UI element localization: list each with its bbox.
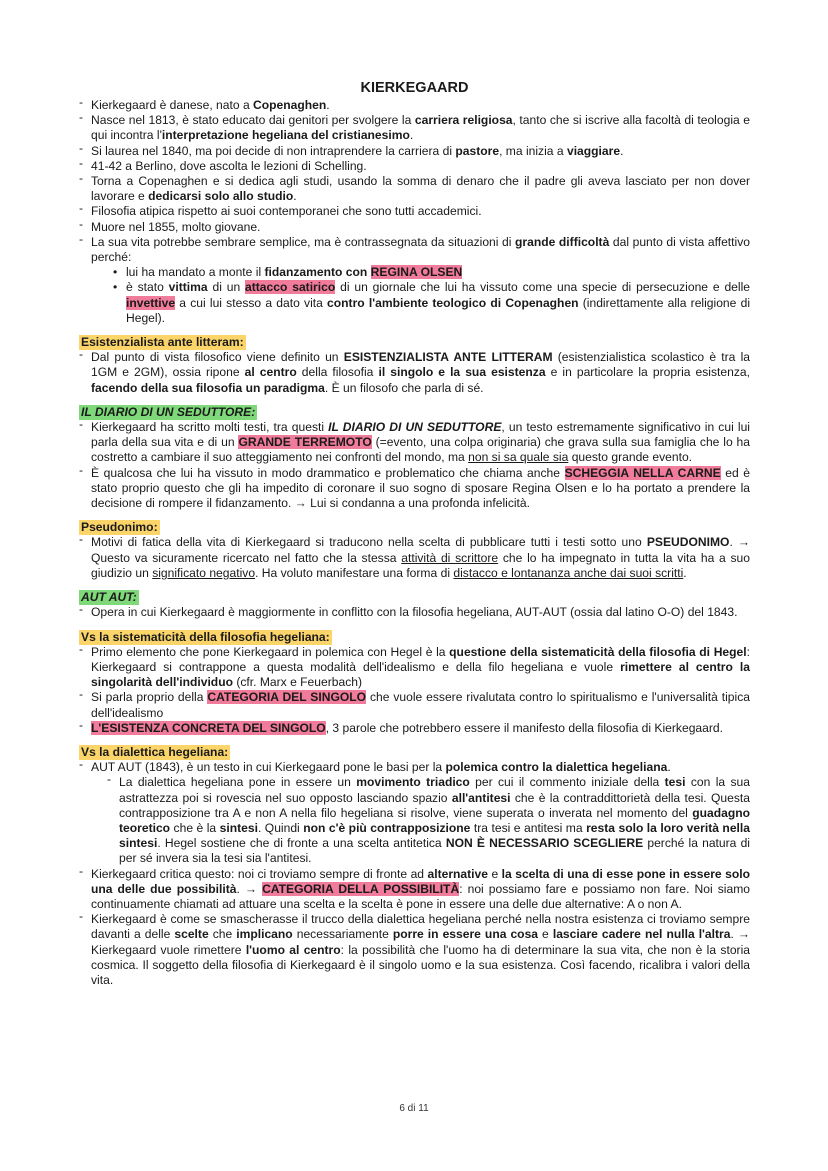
section-esistenzialista [79,335,750,396]
page-number: 6 di 11 [399,1103,429,1114]
list-item: - Kierkegaard critica questo: noi ci troviamo sempre di fronte ad alternative e la scelta di una di esse pone in essere solo una delle due possibilità. → CATEGORIA DELLA POSSIBILITÀ: noi possiamo fare e possiamo non fare. Noi siamo continuamente chiamati ad attuare una scelta e la scelta è pone in essere una delle due alternative: A o non A. [79,867,750,913]
list-item: - 41-42 a Berlino, dove ascolta le lezioni di Schelling. [79,159,750,174]
section-heading: Vs la sistematicità della filosofia hegeliana: [81,629,330,644]
list-item: - Motivi di fatica della vita di Kierkegaard si traducono nella scelta di pubblicare tutti i testi sotto uno PSEUDONIMO. → Questo va sicuramente ricercato nel fatto che la stessa attività di scrittore che lo ha impegnato in tutta la vita ha a suo giudizio un significato negativo. Ha voluto manifestare una forma di distacco e lontananza anche dai suoi scritti. [79,535,750,581]
list-item: - Opera in cui Kierkegaard è maggiormente in conflitto con la filosofia hegeliana, AUT-AUT (ossia dal latino O-O) del 1843. [79,605,750,620]
section-aut-aut [79,590,750,620]
list-item: - L'ESISTENZA CONCRETA DEL SINGOLO, 3 parole che potrebbero essere il manifesto della filosofia di Kierkegaard. [79,721,750,736]
sub-list [91,775,750,866]
list-item: - Kierkegaard è danese, nato a Copenaghen. [79,98,750,113]
highlight: SCHEGGIA NELLA CARNE [564,465,721,480]
section-heading: Vs la dialettica hegeliana: [81,744,229,759]
list-item: - Kierkegaard è come se smascherasse il trucco della dialettica hegeliana perché nella nostra esistenza ci troviamo sempre davanti a delle scelte che implicano necessariamente porre in essere una cosa e lasciare cadere nel nulla l'altra. → Kierkegaard vuole rimettere l'uomo al centro: la possibilità che l'uomo ha di determinare la sua vita, che non è la storia cosmica. Il soggetto della filosofia di Kierkegaard è il singolo uomo e la sua esistenza. Così facendo, ricalibra i valori della vita. [79,912,750,988]
section-dialettica [79,745,750,988]
section-heading: Esistenzialista ante litteram: [81,335,244,350]
highlight: invettive [126,295,176,310]
highlight: CATEGORIA DELLA POSSIBILITÀ [262,881,460,896]
bullet-item: • è stato vittima di un attacco satirico di un giornale che lui ha vissuto come una specie di persecuzione e delle invettive a cui lui stesso a dato vita contro l'ambiente teologico di Copenaghen (indirettamente alla religione di Hegel). [113,280,750,326]
page-content [79,79,750,988]
list-item: - La dialettica hegeliana pone in essere un movimento triadico per cui il commento iniziale della tesi con la sua astrattezza poi si rovescia nel suo opposto lasciando spazio all'antitesi che è la contraddittorietà della tesi. Questa contrapposizione tra A e non A nella filo hegeliana si risolve, viene superata o inverata nel momento del guadagno teoretico che è la sintesi. Quindi non c'è più contrapposizione tra tesi e antitesi ma resta solo la loro verità nella sintesi. Hegel sostiene che di fronte a una scelta antitetica NON È NECESSARIO SCEGLIERE perché la natura di per sé invera sia la tesi sia l'antitesi. [107,775,750,866]
highlight: REGINA OLSEN [370,265,463,280]
list-item: - È qualcosa che lui ha vissuto in modo drammatico e problematico che chiama anche SCHEGGIA NELLA CARNE ed è stato proprio questo che gli ha impedito di coronare il suo sogno di sposare Regina Olsen e lo ha portato a prendere la decisione di rompere il fidanzamento. → Lui si condanna a una profonda infelicità. [79,466,750,512]
page-title: KIERKEGAARD [360,80,469,96]
list-item: - La sua vita potrebbe sembrare semplice, ma è contrassegnata da situazioni di grande difficoltà dal punto di vista affettivo perché: • lui ha mandato a monte il fidanzamento con REGINA OLSEN • è stato vittima di un attacco satirico di un giornale che lui ha vissuto come una specie di persecuzione e delle invettive a cui lui stesso a dato vita contro l'ambiente teologico di Copenaghen (indirettamente alla religione di Hegel). [79,235,750,326]
list-item: - Filosofia atipica rispetto ai suoi contemporanei che sono tutti accademici. [79,204,750,219]
list-item: - Si parla proprio della CATEGORIA DEL SINGOLO che vuole essere rivalutata contro lo spiritualismo e l'universalità tipica dell'idealismo [79,690,750,720]
highlight: CATEGORIA DEL SINGOLO [207,690,367,705]
bullet-sublist [91,265,750,326]
list-item: - Torna a Copenaghen e si dedica agli studi, usando la somma di denaro che il padre gli aveva lasciato per non dover lavorare e dedicarsi solo allo studio. [79,174,750,204]
highlight: L'ESISTENZA CONCRETA DEL SINGOLO [91,720,326,735]
section-heading: IL DIARIO DI UN SEDUTTORE: [81,404,256,419]
section-heading: AUT AUT: [81,590,137,605]
highlight: attacco satirico [245,280,336,295]
list-item: - Muore nel 1855, molto giovane. [79,220,750,235]
list-item: - Dal punto di vista filosofico viene definito un ESISTENZIALISTA ANTE LITTERAM (esistenzialistica scolastico è tra la 1GM e 2GM), ossia ripone al centro della filosofia il singolo e la sua esistenza e in particolare la propria esistenza, facendo della sua filosofia un paradigma. È un filosofo che parla di sé. [79,350,750,396]
section-pseudonimo [79,520,750,581]
bullet-item: • lui ha mandato a monte il fidanzamento con REGINA OLSEN [113,265,750,280]
intro-list [79,98,750,326]
list-item: - Si laurea nel 1840, ma poi decide di non intraprendere la carriera di pastore, ma inizia a viaggiare. [79,144,750,159]
list-item: - AUT AUT (1843), è un testo in cui Kierkegaard pone le basi per la polemica contro la dialettica hegeliana. - La dialettica hegeliana pone in essere un movimento triadico per cui il commento iniziale della tesi con la sua astrattezza poi si rovescia nel suo opposto lasciando spazio all'antitesi che è la contraddittorietà della tesi. Questa contrapposizione tra A e non A nella filo hegeliana si risolve, viene superata o inverata nel momento del guadagno teoretico che è la sintesi. Quindi non c'è più contrapposizione tra tesi e antitesi ma resta solo la loro verità nella sintesi. Hegel sostiene che di fronte a una scelta antitetica NON È NECESSARIO SCEGLIERE perché la natura di per sé invera sia la tesi sia l'antitesi. [79,760,750,866]
list-item: - Primo elemento che pone Kierkegaard in polemica con Hegel è la questione della sistematicità della filosofia di Hegel: Kierkegaard si contrappone a questa modalità dell'idealismo e della filo hegeliana e vuole rimettere al centro la singolarità dell'individuo (cfr. Marx e Feuerbach) [79,645,750,691]
list-item: - Nasce nel 1813, è stato educato dai genitori per svolgere la carriera religiosa, tanto che si iscrive alla facoltà di teologia e qui incontra l'interpretazione hegeliana del cristianesimo. [79,113,750,143]
highlight: GRANDE TERREMOTO [238,435,372,450]
list-item: - Kierkegaard ha scritto molti testi, tra questi IL DIARIO DI UN SEDUTTORE, un testo estremamente significativo in cui lui parla della sua vita e di un GRANDE TERREMOTO (=evento, una colpa originaria) che grava sulla sua famiglia che lo ha costretto a cambiare il suo atteggiamento nei confronti del mondo, ma non si sa quale sia questo grande evento. [79,420,750,466]
section-sistematicita [79,630,750,736]
section-diario [79,405,750,511]
section-heading: Pseudonimo: [81,520,158,535]
